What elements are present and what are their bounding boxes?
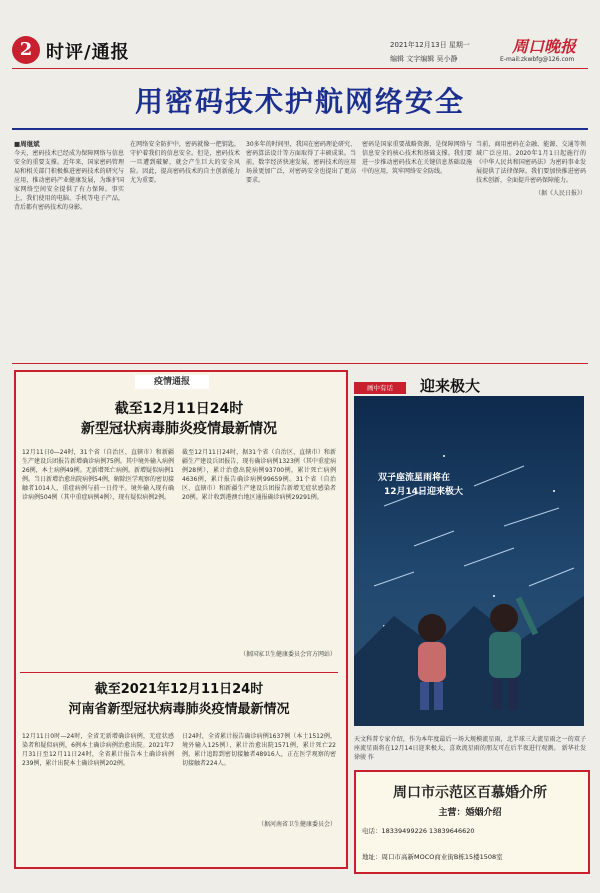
ad-phone: 电话：18339499226 13839646620	[362, 827, 475, 835]
article-column-4	[362, 140, 472, 176]
article-text-4: 密码是国家重要战略资源，是保障网络与信息安全的核心技术和基础支撑。我们要进一步推动密码技术在关键信息基础设施中的应用，筑牢网络安全防线。	[362, 141, 472, 175]
epidemic-text-1b: 截至12月11日24时，据31个省（自治区、直辖市）和新疆生产建设兵团报告，现有确诊病例1323例（其中重症病例28例），累计治愈出院病例93700例，累计死亡病例4636例，累计报告确诊病例99659例。31个省（自治区、直辖市）和新疆生产建设兵团报告新增无症状感染者20例。累计收到港澳台地区通报确诊病例29291例。	[182, 449, 336, 501]
ad-subtitle: 主营：婚姻介绍	[438, 808, 502, 818]
mountains	[354, 596, 584, 726]
article-text-2: 在网络安全防护中，密码就像一把钥匙，守护着我们的信息安全。但是，密码技术一旦遭到破解，就会产生巨大的安全风险。因此，提高密码技术的自主创新能力尤为重要。	[130, 141, 240, 184]
article-byline: ■周继斌	[14, 140, 40, 148]
article-text-3: 30多年的时间里，我国在密码理论研究、密码算法设计等方面取得了丰硕成果。当前，数字经济快速发展，密码技术的应用场景更加广泛，对密码安全也提出了更高要求。	[246, 141, 356, 184]
section-title: 时评/通报	[46, 42, 130, 63]
meteor-headline: 迎来极大	[420, 377, 481, 395]
email-address: E-mail:zkwbfg@126.com	[500, 56, 575, 63]
article-column-3	[246, 140, 356, 185]
epidemic-text-1a: 12月11日0—24时，31个省（自治区、直辖市）和新疆生产建设兵团报告新增确诊病例75例。其中境外输入病例26例，本土病例49例。无新增死亡病例。新增疑似病例1例。当日新增治愈出院病例54例，解除医学观察的密切接触者1014人，重症病例与前一日持平。境外输入现有确诊病例504例（其中重症病例4例），现有疑似病例2例。	[22, 449, 174, 501]
epidemic-title-1-line2: 新型冠状病毒肺炎疫情最新情况	[81, 421, 277, 437]
issue-date: 2021年12月13日 星期一	[390, 41, 470, 49]
epidemic-title-2-line1: 截至2021年12月11日24时	[94, 682, 264, 697]
article-text-5: 当前，商用密码在金融、能源、交通等领域广泛应用。2020年1月1日起施行的《中华人民共和国密码法》为密码事业发展提供了法律保障。我们要加快推进密码技术创新，全面提升密码保障能力。	[476, 141, 586, 184]
article-column-2	[130, 140, 240, 185]
epidemic-text-2b: 日24时，全省累计报告确诊病例1637例（本土1512例，境外输入125例），累计治愈出院1571例，累计死亡22例，累计追踪到密切接触者48916人，正在医学观察的密切接触者224人。	[182, 733, 336, 767]
epidemic-report-box	[14, 370, 348, 869]
meteor-shower-illustration	[354, 396, 584, 726]
epidemic-divider	[20, 672, 338, 673]
poster-text-line2: 12月14日迎来极大	[384, 487, 464, 497]
poster-text-line1: 双子座流星雨将在	[378, 473, 451, 483]
article-column-5	[476, 140, 586, 198]
night-sky-illustration	[354, 396, 584, 726]
meteor-caption: 天文科普专家介绍，作为本年度最后一场大规模流星雨，北半球三大流星雨之一的双子座流星雨将在12月14日迎来极大，喜欢流星雨的朋友可在后半夜进行观测。 新华社发 徐骏 作	[354, 736, 586, 761]
article-headline: 用密码技术护航网络安全	[134, 85, 465, 118]
epidemic-source-2: （据河南省卫生健康委员会）	[257, 821, 336, 828]
epidemic-title-2-line2: 河南省新型冠状病毒肺炎疫情最新情况	[68, 702, 290, 717]
epidemic-tag: 疫情通报	[135, 375, 209, 389]
article-body	[14, 140, 586, 360]
ad-title: 周口市示范区百慕婚介所	[393, 785, 547, 801]
picture-talk-badge: 画中有话	[354, 382, 406, 394]
article-text-1: 今天，密码技术已经成为保障网络与信息安全的重要支撑。近年来，国家密码管理局和相关部门积极推进密码技术的研究与应用，推动密码产业健康发展，为维护国家网络空间安全提供了有力保障。事实上，我们使用的电脑、手机等电子产品，背后都有密码技术的身影。	[14, 150, 124, 211]
newspaper-logo: 周口晚报	[512, 37, 577, 56]
headline-divider	[12, 128, 588, 130]
epidemic-text-2a: 12月11日0时—24时，全省无新增确诊病例，无症状感染者和疑似病例，6例本土确诊病例治愈出院。2021年7月31日至12月11日24时，全省累计报告本土确诊病例239例，累计出院本土确诊病例202例。	[22, 733, 174, 767]
epidemic-source-1: （据国家卫生健康委员会官方网站）	[239, 651, 336, 658]
page-number-badge: 2	[12, 36, 40, 64]
article-column-1	[14, 140, 124, 212]
article-divider	[12, 363, 588, 364]
header-divider	[12, 68, 588, 69]
epidemic-title-1-line1: 截至12月11日24时	[114, 401, 244, 417]
editor-line: 编辑 文字编辑 吴小静	[390, 55, 458, 63]
article-source: （据《人民日报》）	[534, 190, 586, 197]
ad-address: 地址：周口市高新MOCO商业街B栋15楼1508室	[362, 853, 503, 861]
